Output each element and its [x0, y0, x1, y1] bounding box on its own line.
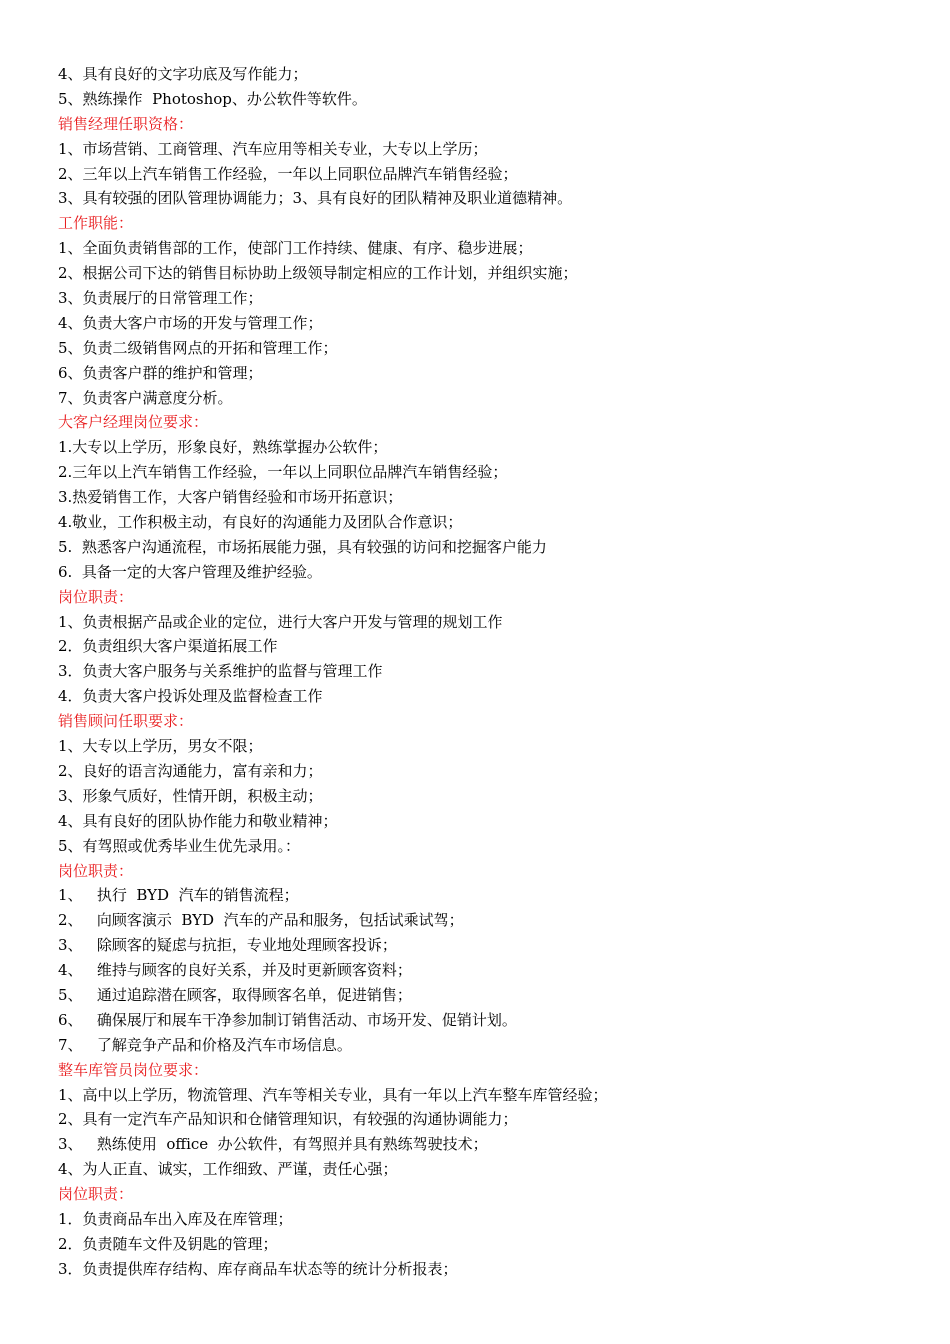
list-item: 4．负责大客户投诉处理及监督检查工作 — [58, 687, 323, 706]
list-item: 4、 维持与顾客的良好关系，并及时更新顾客资料； — [58, 961, 412, 980]
list-item: 1、大专以上学历，男女不限； — [58, 737, 263, 756]
list-item: 4、为人正直、诚实，工作细致、严谨，责任心强； — [58, 1160, 398, 1179]
list-item: 1、市场营销、工商管理、汽车应用等相关专业，大专以上学历； — [58, 139, 488, 158]
list-item: 3、 熟练使用 office 办公软件，有驾照并具有熟练驾驶技术； — [58, 1135, 488, 1154]
list-item: 1、 执行 BYD 汽车的销售流程； — [58, 886, 299, 905]
list-item: 2、良好的语言沟通能力，富有亲和力； — [58, 761, 323, 780]
list-item: 3.热爱销售工作，大客户销售经验和市场开拓意识； — [58, 488, 403, 507]
list-item: 1、负责根据产品或企业的定位，进行大客户开发与管理的规划工作 — [58, 612, 503, 631]
list-item: 5、 通过追踪潜在顾客，取得顾客名单，促进销售； — [58, 985, 412, 1004]
list-item: 1．负责商品车出入库及在库管理； — [58, 1209, 293, 1228]
list-item: 2、三年以上汽车销售工作经验，一年以上同职位品牌汽车销售经验； — [58, 164, 518, 183]
list-item: 3．负责大客户服务与关系维护的监督与管理工作 — [58, 662, 383, 681]
list-item: 5、熟练操作 Photoshop、办公软件等软件。 — [58, 89, 367, 108]
list-item: 7、负责客户满意度分析。 — [58, 388, 233, 407]
list-item: 3．负责提供库存结构、库存商品车状态等的统计分析报表； — [58, 1259, 458, 1278]
section-heading: 工作职能： — [58, 214, 134, 233]
list-item: 2．负责组织大客户渠道拓展工作 — [58, 637, 278, 656]
list-item: 5、负责二级销售网点的开拓和管理工作； — [58, 338, 338, 357]
list-item: 7、 了解竞争产品和价格及汽车市场信息。 — [58, 1035, 352, 1054]
list-item: 4、负责大客户市场的开发与管理工作； — [58, 313, 323, 332]
list-item: 4、具有良好的文字功底及写作能力； — [58, 65, 308, 83]
section-heading: 销售顾问任职要求： — [58, 712, 194, 731]
list-item: 2、 向顾客演示 BYD 汽车的产品和服务，包括试乘试驾； — [58, 911, 464, 930]
list-item: 5、有驾照或优秀毕业生优先录用。： — [58, 836, 301, 855]
list-item: 3、负责展厅的日常管理工作； — [58, 289, 263, 308]
list-item: 2.三年以上汽车销售工作经验，一年以上同职位品牌汽车销售经验； — [58, 463, 508, 482]
list-item: 6. 具备一定的大客户管理及维护经验。 — [58, 562, 322, 581]
list-item: 6、 确保展厅和展车干净参加制订销售活动、市场开发、促销计划。 — [58, 1010, 517, 1029]
list-item: 4.敬业，工作积极主动，有良好的沟通能力及团队合作意识； — [58, 513, 463, 532]
list-item: 6、负责客户群的维护和管理； — [58, 363, 263, 382]
document-body — [58, 62, 918, 1282]
section-heading: 整车库管员岗位要求： — [58, 1060, 209, 1079]
list-item: 4、具有良好的团队协作能力和敬业精神； — [58, 811, 338, 830]
list-item: 2、具有一定汽车产品知识和仓储管理知识，有较强的沟通协调能力； — [58, 1110, 518, 1129]
list-item: 1.大专以上学历，形象良好，熟练掌握办公软件； — [58, 438, 388, 457]
list-item: 2．负责随车文件及钥匙的管理； — [58, 1234, 278, 1253]
list-item: 3、具有较强的团队管理协调能力；3、具有良好的团队精神及职业道德精神。 — [58, 189, 573, 208]
list-item: 2、根据公司下达的销售目标协助上级领导制定相应的工作计划，并组织实施； — [58, 264, 578, 283]
section-heading: 岗位职责： — [58, 861, 134, 880]
list-item: 5. 熟悉客户沟通流程，市场拓展能力强，具有较强的访问和挖掘客户能力 — [58, 537, 547, 556]
list-item: 3、形象气质好，性情开朗，积极主动； — [58, 786, 323, 805]
section-heading: 岗位职责： — [58, 587, 134, 606]
section-heading: 销售经理任职资格： — [58, 114, 194, 133]
list-item: 1、全面负责销售部的工作，使部门工作持续、健康、有序、稳步进展； — [58, 239, 533, 258]
section-heading: 大客户经理岗位要求： — [58, 413, 209, 432]
section-heading: 岗位职责： — [58, 1185, 134, 1204]
list-item: 3、 除顾客的疑虑与抗拒，专业地处理顾客投诉； — [58, 936, 397, 955]
list-item: 1、高中以上学历，物流管理、汽车等相关专业，具有一年以上汽车整车库管经验； — [58, 1085, 608, 1104]
